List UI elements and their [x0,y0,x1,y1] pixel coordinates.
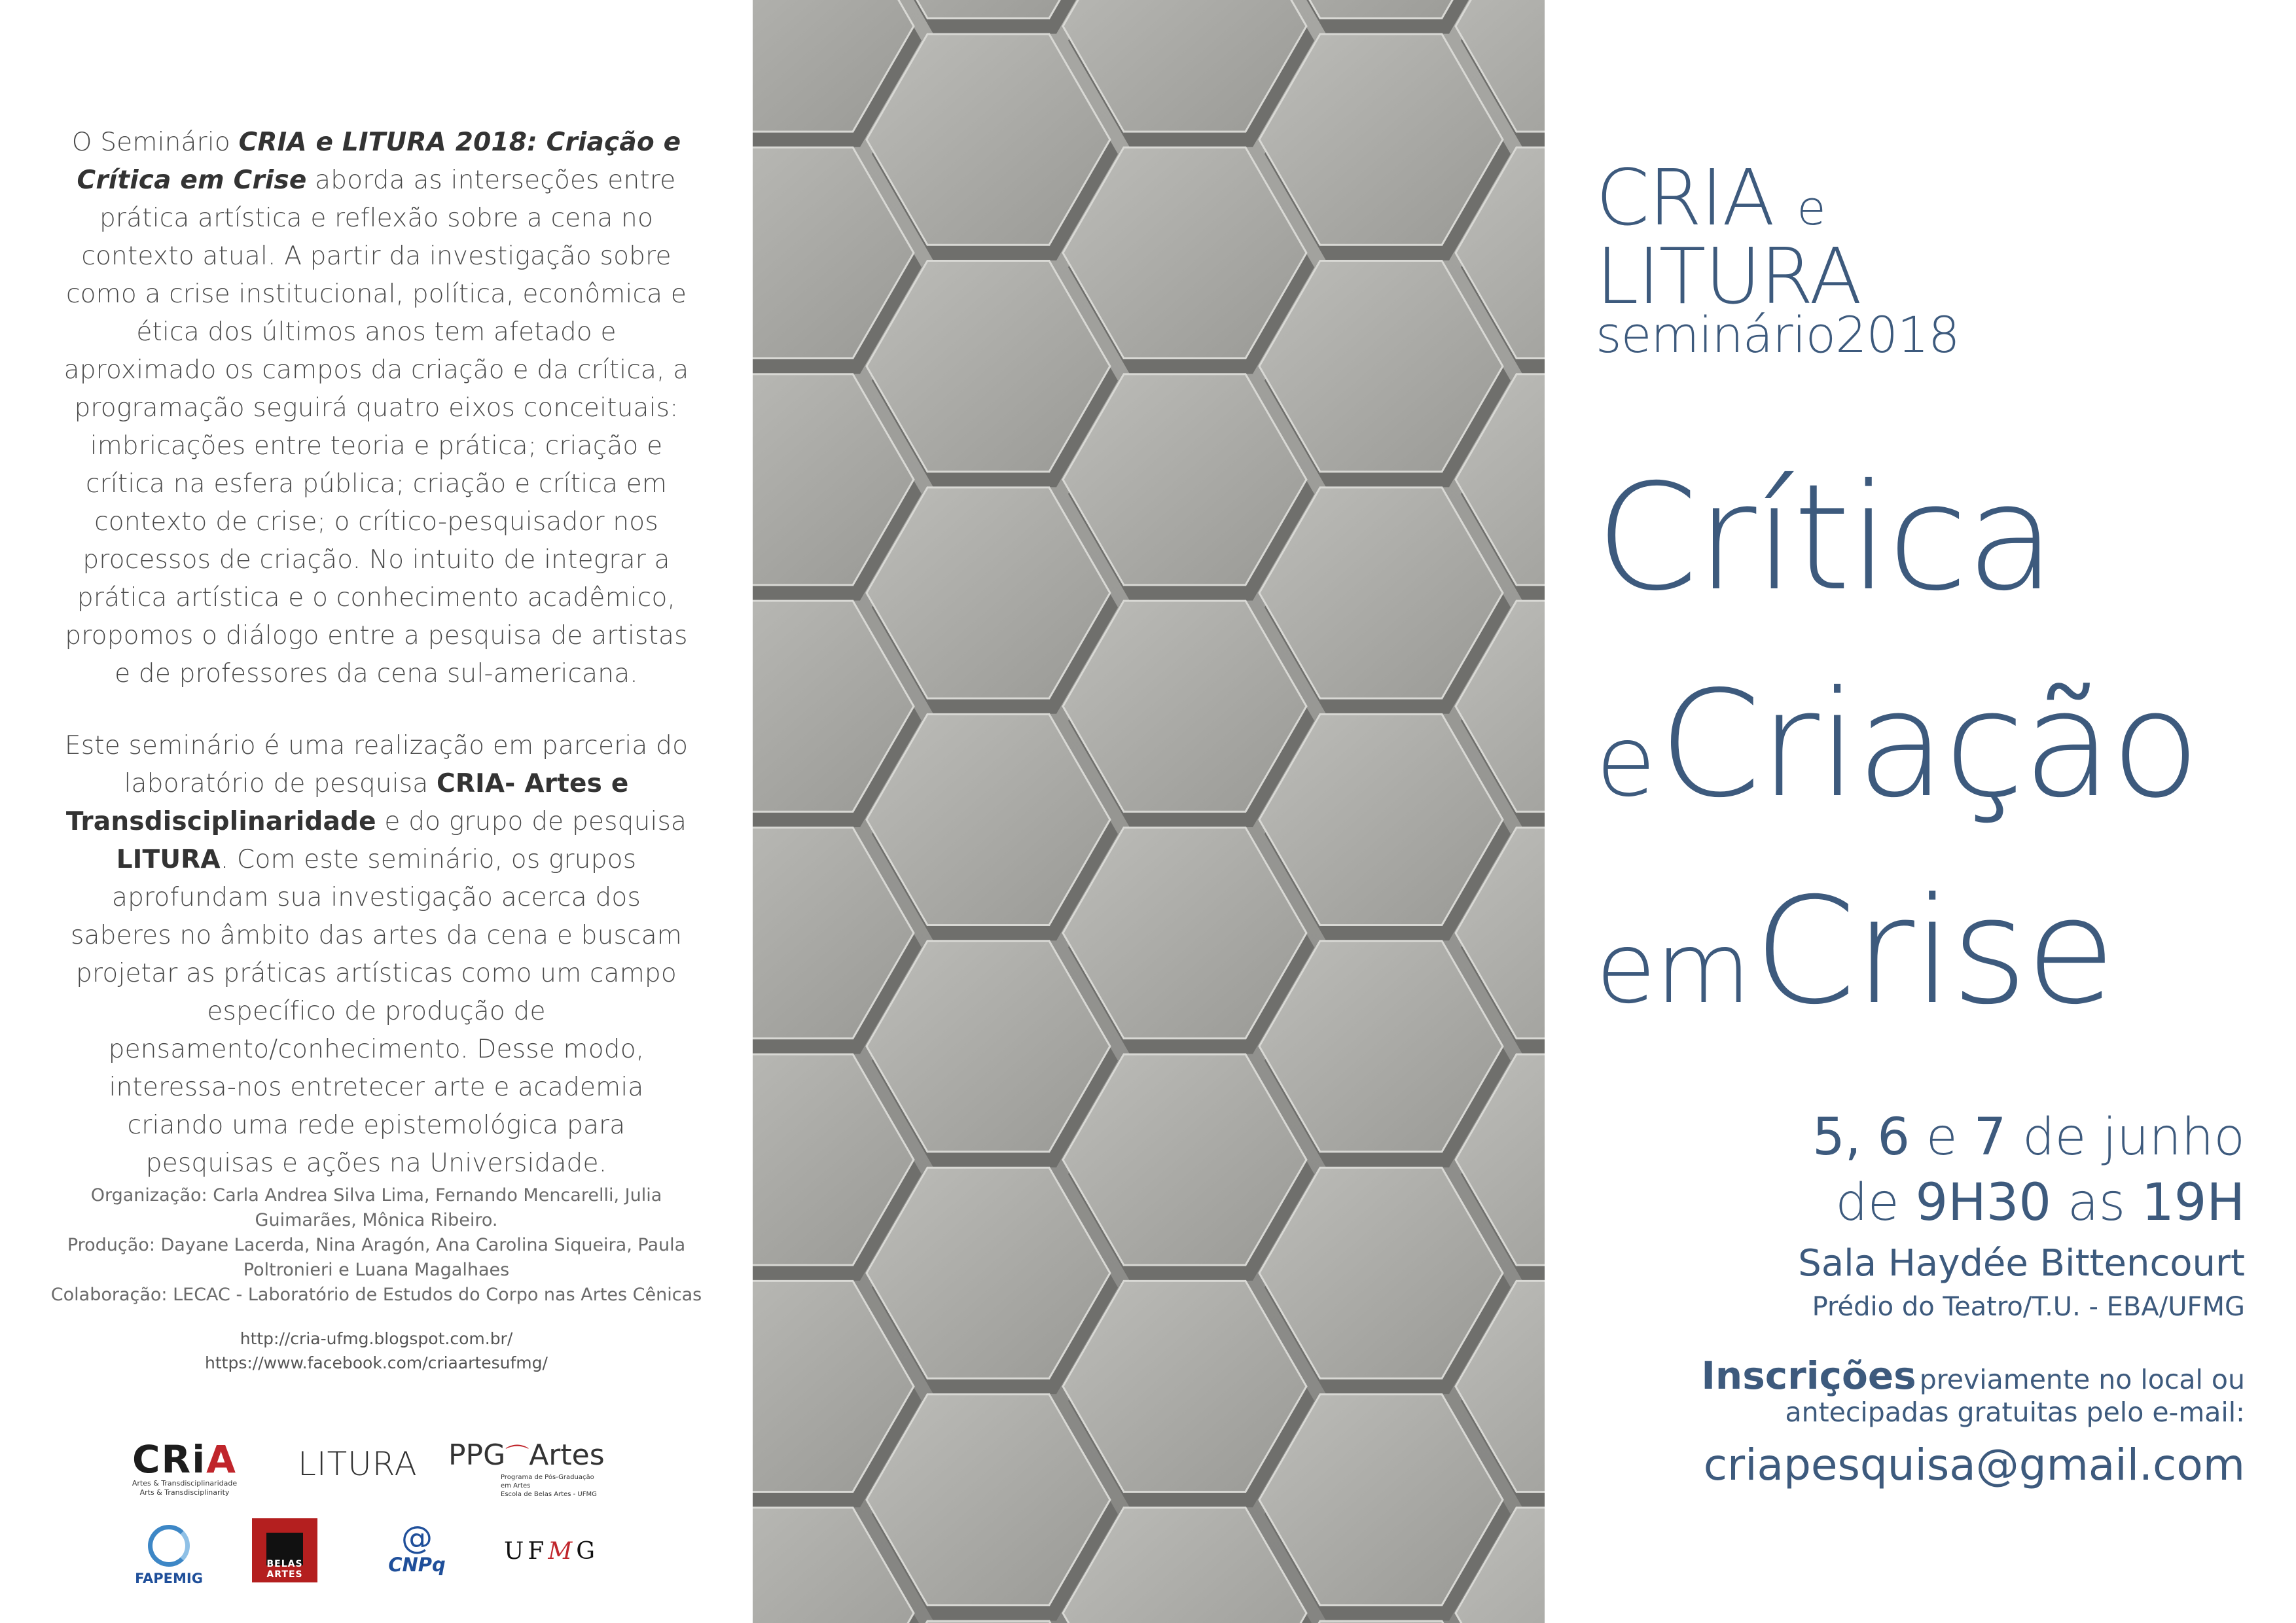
about-text: Este seminário é uma realização em parceria do laboratório de pesquisa [64,731,689,798]
series-logo [1596,152,1960,364]
event-time-text: de [1835,1173,1899,1232]
belas-artes-logo-text: BELAS ARTES [266,1559,303,1580]
venue-name: Sala Haydée Bittencourt [1798,1242,2245,1285]
fapemig-ring-icon [148,1525,190,1567]
group-name: LITURA [116,845,221,874]
cria-logo-mark: A [206,1437,237,1482]
registration-text: antecipadas gratuitas pelo e-mail: [1785,1397,2245,1428]
event-date-text: de junho [2022,1108,2245,1167]
ppg-logo-mark: Artes [529,1438,605,1472]
ufmg-logo-text: M [548,1538,577,1565]
ppg-artes-logo [448,1440,605,1499]
cria-logo-subtitle: Artes & Transdisciplinaridade [132,1479,238,1488]
ufmg-logo [504,1538,599,1565]
credits-collaboration: Colaboração: LECAC - Laboratório de Estudos do Corpo nas Artes Cênicas [50,1285,702,1305]
cnpq-logo [381,1522,453,1575]
about-text: O Seminário [71,128,239,157]
ppg-logo-subtitle: Escola de Belas Artes - UFMG [501,1491,597,1498]
ufmg-logo-text: G [576,1538,599,1565]
ufmg-logo-text: UF [504,1538,548,1565]
about-paragraph-2 [62,727,691,1183]
ppg-logo-subtitle: Programa de Pós-Graduação em Artes [501,1474,594,1489]
right-panel [1545,0,2296,1623]
cria-logo [126,1437,243,1497]
cnpq-swirl-icon: @ [401,1520,433,1556]
fapemig-logo [130,1525,208,1586]
headline [1596,452,2198,1079]
cria-logo-subtitle: Arts & Transdisciplinarity [139,1488,230,1497]
blog-link[interactable]: http://cria-ufmg.blogspot.com.br/ [240,1329,513,1348]
series-litura: LITURA [1596,231,1861,321]
headline-word: Criação [1659,659,2198,830]
cnpq-logo-text: CNPq [388,1554,446,1576]
event-times [1835,1171,2245,1234]
credits-production: Produção: Dayane Lacerda, Nina Aragón, Ana Carolina Siqueira, Paula Poltronieri e Luana Magalhaes [67,1235,686,1280]
event-start-time: 9H30 [1915,1173,2052,1232]
registration-line-1 [1701,1353,2245,1398]
swoosh-icon: ⌒ [505,1444,529,1471]
fapemig-logo-text: FAPEMIG [135,1571,203,1586]
headline-word: e [1596,705,1656,819]
cria-logo-mark: i [192,1437,207,1482]
facebook-link[interactable]: https://www.facebook.com/criaartesufmg/ [205,1353,548,1372]
belas-artes-logo [252,1518,317,1582]
litura-logo: LITURA [298,1445,418,1483]
registration-text: previamente no local ou [1919,1364,2245,1395]
credits-organization: Organização: Carla Andrea Silva Lima, Fernando Mencarelli, Julia Guimarães, Mônica Ribeiro. [90,1185,662,1230]
about-paragraph-1 [62,124,691,693]
credits [46,1183,707,1308]
series-and: e [1797,181,1826,236]
series-cria: CRIA [1596,152,1774,243]
series-seminario: seminário2018 [1596,306,1960,364]
event-date-text: e [1926,1108,1958,1167]
about-text: e do grupo de pesquisa [376,807,687,836]
headline-word: em [1596,912,1751,1026]
event-dates [1812,1106,2245,1169]
seminar-title-inline: CRIA e LITURA 2018: Criação e Crítica em Crise [77,128,681,195]
about-text: aborda as interseções entre prática artística e reflexão sobre a cena no contexto atual. A partir da investigação sobre como a crise institucional, política, econômica e ética dos últimos anos tem afetado e aproximado os campos da criação e da crítica, a programação seguirá quatro eixos conceituais: imbricações entre teoria e prática; criação e crítica na esfera pública; criação e crítica em contexto de crise; o crítico-pesquisador nos processos de criação. No intuito de integrar a prática artística e o conhecimento acadêmico, propomos o diálogo entre a pesquisa de artistas e de professores da cena sul-americana. [63,166,689,688]
ppg-logo-mark: PPG [448,1438,506,1472]
event-day: 6 [1877,1108,1910,1167]
lab-name: CRIA- Artes e Transdisciplinaridade [65,769,629,836]
event-time-text: as [2067,1173,2126,1232]
venue-building: Prédio do Teatro/T.U. - EBA/UFMG [1812,1292,2245,1322]
event-day: 5, [1812,1108,1861,1167]
left-panel [0,0,753,1623]
links [46,1327,707,1375]
hexagon-pattern [753,0,1545,1623]
registration-label: Inscrições [1701,1353,1916,1398]
hexagon-image [753,0,1545,1623]
headline-word: Crise [1753,866,2114,1037]
cria-logo-mark: CR [132,1437,192,1482]
event-end-time: 19H [2142,1173,2245,1232]
headline-word: Crítica [1596,452,2054,623]
event-day: 7 [1973,1108,2007,1167]
about-text: . Com este seminário, os grupos aprofundam sua investigação acerca dos saberes no âmbito das artes da cena e buscam projetar as práticas artísticas como um campo específico de produção de pensamento/conhecimento. Desse modo, interessa-nos entretecer arte e academia criando uma rede epistemológica para pesquisas e ações na Universidade. [71,845,682,1178]
contact-email[interactable]: criapesquisa@gmail.com [1703,1440,2245,1490]
